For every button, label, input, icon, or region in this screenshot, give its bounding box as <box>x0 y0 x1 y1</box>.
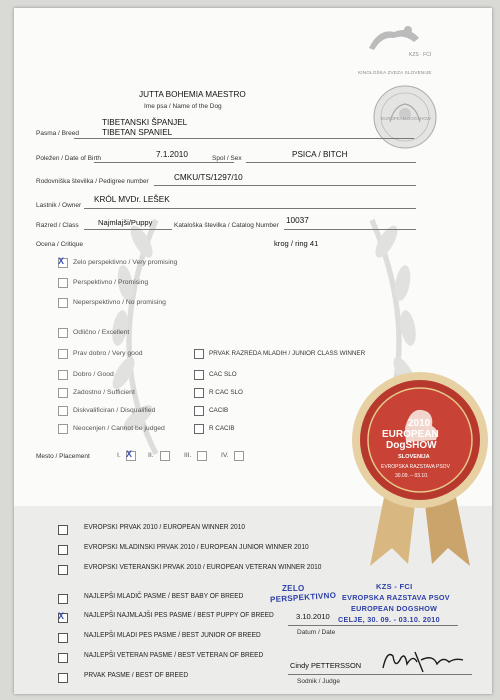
dob-label: Poležen / Date of Birth <box>36 155 102 162</box>
placement-slot-1: I. <box>117 452 121 459</box>
kzs-logo-icon <box>364 20 424 54</box>
placement-box-3[interactable] <box>197 451 207 461</box>
critique-mark: X <box>58 256 65 266</box>
breed-label: Pasma / Breed <box>36 130 79 137</box>
pedigree-rule <box>154 185 416 186</box>
rosette-dates: 30.09. – 03.10. <box>395 473 429 479</box>
award-checkbox-european-winner[interactable] <box>58 525 68 535</box>
title-label-cacib: CACIB <box>209 407 229 414</box>
award-label-european-winner: EVROPSKI PRVAK 2010 / EUROPEAN WINNER 2010 <box>84 524 246 531</box>
rosette-title2: DogSHOW <box>386 440 437 451</box>
award-label-best-puppy: NAJLEPŠI NAJMLAJŠI PES PASME / BEST PUPPY OF BREED <box>84 612 274 619</box>
sex-value: PSICA / BITCH <box>292 150 348 159</box>
catalog-label: Kataloška številka / Catalog Number <box>174 222 279 229</box>
rosette-year: 2010 <box>408 418 431 429</box>
stamp-perspektivno: PERSPEKTIVNO <box>269 590 337 605</box>
owner-rule <box>84 208 416 209</box>
breed-line2: TIBETAN SPANIEL <box>102 128 173 137</box>
stamp-kzs-fci: KZS - FCI <box>376 582 413 591</box>
sex-label: Spol / Sex <box>212 155 242 162</box>
grade-checkbox-excellent[interactable] <box>58 328 68 338</box>
pedigree-label: Rodovniška številka / Pedigree number <box>36 178 149 185</box>
critique-checkbox-promising[interactable] <box>58 278 68 288</box>
award-checkbox-best-veteran[interactable] <box>58 653 68 663</box>
critique-label-promising: Perspektivno / Promising <box>73 279 149 286</box>
title-label-junior-class-winner: PRVAK RAZREDA MLADIH / JUNIOR CLASS WINNER <box>209 350 366 357</box>
title-label-cac-slo: CAC SLO <box>209 371 237 378</box>
grade-label-cannot-be-judged: Neocenjen / Cannot be judged <box>73 425 165 432</box>
dob-value: 7.1.2010 <box>156 150 188 159</box>
award-label-veteran-winner: EVROPSKI VETERANSKI PRVAK 2010 / EUROPEAN VETERAN WINNER 2010 <box>84 564 322 571</box>
grade-checkbox-good[interactable] <box>58 370 68 380</box>
logo-badge: KZS · FCI <box>409 52 432 58</box>
pedigree-value: CMKU/TS/1297/10 <box>174 173 243 182</box>
catalog-rule <box>284 229 416 230</box>
grade-checkbox-disqualified[interactable] <box>58 406 68 416</box>
rosette-sub: EVROPSKA RAZSTAVA PSOV <box>381 464 450 470</box>
award-checkbox-veteran-winner[interactable] <box>58 565 68 575</box>
title-label-r-cacib: R CACIB <box>209 425 235 432</box>
placement-box-2[interactable] <box>160 451 170 461</box>
award-label-best-baby: NAJLEPŠI MLADIČ PASME / BEST BABY OF BREED <box>84 593 244 600</box>
grade-label-very-good: Prav dobro / Very good <box>73 350 143 357</box>
judging-date: 3.10.2010 <box>296 612 330 621</box>
grade-label-disqualified: Diskvalificiran / Disqualified <box>73 407 156 414</box>
dog-name: JUTTA BOHEMIA MAESTRO <box>139 90 246 99</box>
class-value: Najmlajši/Puppy <box>98 218 153 227</box>
stamp-celje: CELJE, 30. 09. - 03.10. 2010 <box>338 615 440 624</box>
rosette-title1: EUROPEAN <box>382 429 439 440</box>
judge-label: Sodnik / Judge <box>297 678 341 685</box>
grade-checkbox-cannot-be-judged[interactable] <box>58 424 68 434</box>
award-checkbox-junior-winner[interactable] <box>58 545 68 555</box>
judge-rule <box>288 674 472 675</box>
certificate-sheet <box>14 8 492 694</box>
class-label: Razred / Class <box>36 222 79 229</box>
ring-value: krog / ring 41 <box>274 239 319 248</box>
placement-slot-4: IV. <box>221 452 229 459</box>
date-rule <box>288 625 458 626</box>
grade-label-sufficient: Zadostno / Sufficient <box>73 389 135 396</box>
placement-box-4[interactable] <box>234 451 244 461</box>
grade-label-good: Dobro / Good <box>73 371 114 378</box>
date-label: Datum / Date <box>297 629 336 636</box>
title-checkbox-r-cacib[interactable] <box>194 424 204 434</box>
seal-text: EUROPEAN DOGSHOW <box>381 116 431 121</box>
breed-rule <box>74 138 414 139</box>
placement-slot-2: II. <box>148 452 154 459</box>
class-rule <box>84 229 172 230</box>
grade-checkbox-sufficient[interactable] <box>58 388 68 398</box>
award-checkbox-best-of-breed[interactable] <box>58 673 68 683</box>
award-label-best-junior: NAJLEPŠI MLADI PES PASME / BEST JUNIOR OF BREED <box>84 632 261 639</box>
award-label-best-veteran: NAJLEPŠI VETERAN PASME / BEST VETERAN OF BREED <box>84 652 264 659</box>
award-checkbox-best-junior[interactable] <box>58 633 68 643</box>
owner-value: KRÓL MVDr. LEŠEK <box>94 195 170 204</box>
judge-name: Cindy PETTERSSON <box>290 661 362 670</box>
critique-label-very-promising: Zelo perspektivno / Very promising <box>73 259 178 266</box>
title-checkbox-junior-class-winner[interactable] <box>194 349 204 359</box>
critique-label: Ocena / Critique <box>36 241 83 248</box>
title-checkbox-cac-slo[interactable] <box>194 370 204 380</box>
owner-label: Lastnik / Owner <box>36 202 82 209</box>
catalog-value: 10037 <box>286 216 309 225</box>
placement-mark: X <box>126 449 133 459</box>
stamp-evropska: EVROPSKA RAZSTAVA PSOV <box>342 593 450 602</box>
stamp-european-dogshow: EUROPEAN DOGSHOW <box>351 604 438 613</box>
breed-line1: TIBETANSKI ŠPANJEL <box>102 118 188 127</box>
award-mark: X <box>58 611 65 621</box>
award-label-best-of-breed: PRVAK PASME / BEST OF BREED <box>84 672 189 679</box>
title-label-r-cac-slo: R CAC SLO <box>209 389 243 396</box>
dob-rule <box>94 162 234 163</box>
critique-label-no-promising: Neperspektivno / No promising <box>73 299 166 306</box>
judge-signature-icon <box>379 646 469 676</box>
grade-label-excellent: Odlično / Excellent <box>73 329 130 336</box>
sex-rule <box>246 162 416 163</box>
placement-label: Mesto / Placement <box>36 453 90 460</box>
logo-caption: KINOLOŠKA ZVEZA SLOVENIJE <box>358 70 432 75</box>
stamp-zelo: ZELO <box>282 584 305 593</box>
dog-name-label: Ime psa / Name of the Dog <box>144 103 222 110</box>
placement-slot-3: III. <box>184 452 192 459</box>
critique-checkbox-no-promising[interactable] <box>58 298 68 308</box>
title-checkbox-cacib[interactable] <box>194 406 204 416</box>
rosette-country: SLOVENIJA <box>398 454 430 460</box>
award-checkbox-best-baby[interactable] <box>58 594 68 604</box>
award-label-junior-winner: EVROPSKI MLADINSKI PRVAK 2010 / EUROPEAN JUNIOR WINNER 2010 <box>84 544 309 551</box>
grade-checkbox-very-good[interactable] <box>58 349 68 359</box>
title-checkbox-r-cac-slo[interactable] <box>194 388 204 398</box>
